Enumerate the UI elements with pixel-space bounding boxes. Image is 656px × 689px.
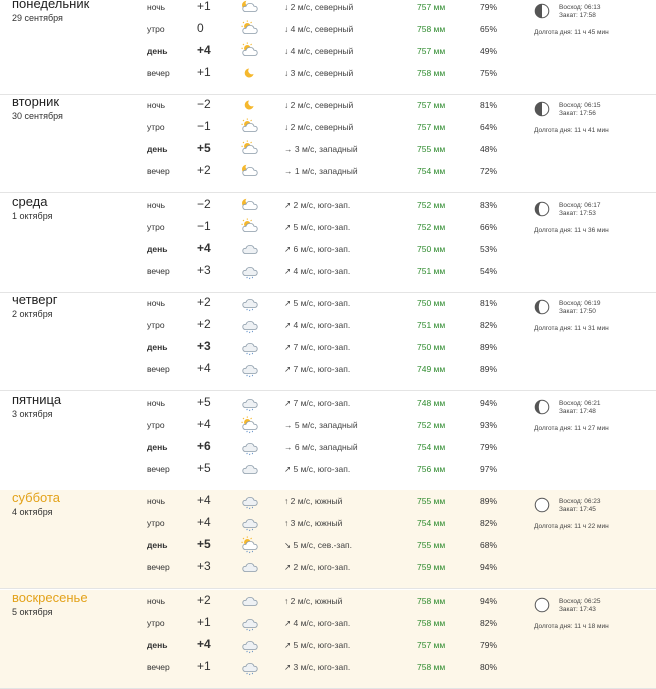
temperature: −2 [197, 197, 211, 211]
day-block [0, 392, 656, 491]
humidity-value: 94% [480, 562, 498, 572]
temperature: 0 [197, 21, 204, 35]
humidity-value: 66% [480, 222, 498, 232]
period-label: день [147, 442, 168, 452]
wind-info: ↗ 5 м/с, юго-зап. [284, 222, 351, 232]
humidity-value: 93% [480, 420, 498, 430]
temperature: +2 [197, 163, 211, 177]
forecast-row [0, 360, 656, 382]
partly-cloudy-day-icon [240, 118, 260, 136]
humidity-value: 82% [480, 618, 498, 628]
wind-info: ↓ 2 м/с, северный [284, 122, 354, 132]
sunset-time: Закат: 17:48 [559, 408, 596, 415]
pressure-value: 750 мм [417, 298, 446, 308]
day-block [0, 0, 656, 95]
cloudy-rain-icon [240, 658, 260, 676]
forecast-row [0, 42, 656, 64]
period-label: вечер [147, 68, 170, 78]
forecast-row [0, 294, 656, 316]
pressure-value: 752 мм [417, 420, 446, 430]
forecast-row [0, 438, 656, 460]
day-length: Долгота дня: 11 ч 22 мин [534, 523, 609, 530]
day-block [0, 194, 656, 293]
period-label: день [147, 46, 168, 56]
forecast-row [0, 636, 656, 658]
period-label: ночь [147, 2, 166, 12]
wind-info: ↗ 2 м/с, юго-зап. [284, 200, 351, 210]
period-label: вечер [147, 166, 170, 176]
partly-cloudy-night-icon [240, 196, 260, 214]
temperature: +1 [197, 65, 211, 79]
day-name: суббота [12, 490, 61, 505]
period-label: утро [147, 618, 165, 628]
day-name: среда [12, 194, 48, 209]
pressure-value: 750 мм [417, 244, 446, 254]
forecast-row [0, 196, 656, 218]
temperature: −2 [197, 97, 211, 111]
temperature: +2 [197, 295, 211, 309]
humidity-value: 48% [480, 144, 498, 154]
sunrise-time: Восход: 06:13 [559, 4, 601, 11]
forecast-row [0, 558, 656, 580]
sunset-time: Закат: 17:53 [559, 210, 596, 217]
partly-cloudy-night-icon [240, 162, 260, 180]
humidity-value: 53% [480, 244, 498, 254]
humidity-value: 75% [480, 68, 498, 78]
humidity-value: 89% [480, 496, 498, 506]
pressure-value: 756 мм [417, 464, 446, 474]
temperature: +6 [197, 439, 211, 453]
temperature: +5 [197, 537, 211, 551]
cloudy-rain-icon [240, 316, 260, 334]
humidity-value: 80% [480, 662, 498, 672]
temperature: +5 [197, 461, 211, 475]
wind-info: ↗ 6 м/с, юго-зап. [284, 244, 351, 254]
wind-info: ↓ 4 м/с, северный [284, 24, 354, 34]
wind-info: ↓ 2 м/с, северный [284, 100, 354, 110]
temperature: +1 [197, 615, 211, 629]
period-label: ночь [147, 200, 166, 210]
period-label: вечер [147, 464, 170, 474]
humidity-value: 82% [480, 320, 498, 330]
pressure-value: 755 мм [417, 496, 446, 506]
day-length: Долгота дня: 11 ч 41 мин [534, 127, 609, 134]
forecast-row [0, 64, 656, 86]
sunrise-time: Восход: 06:17 [559, 202, 601, 209]
wind-info: ↓ 3 м/с, северный [284, 68, 354, 78]
wind-info: ↓ 4 м/с, северный [284, 46, 354, 56]
pressure-value: 749 мм [417, 364, 446, 374]
partly-cloudy-day-icon [240, 42, 260, 60]
day-date: 29 сентября [12, 13, 63, 23]
forecast-row [0, 96, 656, 118]
wind-info: → 3 м/с, западный [284, 144, 358, 154]
pressure-value: 751 мм [417, 320, 446, 330]
period-label: утро [147, 320, 165, 330]
humidity-value: 83% [480, 200, 498, 210]
forecast-row [0, 492, 656, 514]
temperature: +4 [197, 493, 211, 507]
forecast-row [0, 140, 656, 162]
temperature: +4 [197, 515, 211, 529]
period-label: день [147, 342, 168, 352]
sunset-time: Закат: 17:43 [559, 606, 596, 613]
day-date: 5 октября [12, 607, 53, 617]
day-date: 1 октября [12, 211, 53, 221]
temperature: +4 [197, 241, 211, 255]
cloudy-rain-icon [240, 294, 260, 312]
period-label: ночь [147, 596, 166, 606]
temperature: +5 [197, 141, 211, 155]
cloudy-rain-icon [240, 614, 260, 632]
temperature: +4 [197, 361, 211, 375]
clear-night-icon [240, 96, 260, 114]
cloudy-rain-icon [240, 360, 260, 378]
day-name: вторник [12, 94, 60, 109]
day-block [0, 292, 656, 391]
pressure-value: 758 мм [417, 596, 446, 606]
forecast-row [0, 338, 656, 360]
pressure-value: 757 мм [417, 100, 446, 110]
pressure-value: 757 мм [417, 46, 446, 56]
moon-phase-icon [534, 201, 550, 217]
cloudy-rain-icon [240, 394, 260, 412]
humidity-value: 72% [480, 166, 498, 176]
period-label: день [147, 244, 168, 254]
wind-info: → 6 м/с, западный [284, 442, 358, 452]
period-label: день [147, 144, 168, 154]
partly-cloudy-day-icon [240, 218, 260, 236]
period-label: ночь [147, 298, 166, 308]
sunset-time: Закат: 17:56 [559, 110, 596, 117]
wind-info: → 5 м/с, западный [284, 420, 358, 430]
temperature: +4 [197, 417, 211, 431]
temperature: +1 [197, 0, 211, 13]
pressure-value: 755 мм [417, 540, 446, 550]
period-label: день [147, 640, 168, 650]
period-label: утро [147, 122, 165, 132]
wind-info: ↗ 7 м/с, юго-зап. [284, 342, 351, 352]
period-label: утро [147, 222, 165, 232]
humidity-value: 79% [480, 442, 498, 452]
day-length: Долгота дня: 11 ч 31 мин [534, 325, 609, 332]
period-label: вечер [147, 364, 170, 374]
day-length: Долгота дня: 11 ч 27 мин [534, 425, 609, 432]
pressure-value: 748 мм [417, 398, 446, 408]
pressure-value: 754 мм [417, 166, 446, 176]
day-block [0, 490, 656, 589]
period-label: вечер [147, 562, 170, 572]
pressure-value: 752 мм [417, 222, 446, 232]
day-date: 4 октября [12, 507, 53, 517]
forecast-row [0, 592, 656, 614]
humidity-value: 94% [480, 398, 498, 408]
pressure-value: 758 мм [417, 68, 446, 78]
pressure-value: 757 мм [417, 2, 446, 12]
pressure-value: 754 мм [417, 442, 446, 452]
cloudy-rain-icon [240, 438, 260, 456]
pressure-value: 750 мм [417, 342, 446, 352]
partly-cloudy-day-icon [240, 140, 260, 158]
wind-info: ↗ 5 м/с, юго-зап. [284, 640, 351, 650]
moon-phase-icon [534, 299, 550, 315]
day-length: Долгота дня: 11 ч 45 мин [534, 29, 609, 36]
wind-info: ↗ 3 м/с, юго-зап. [284, 662, 351, 672]
wind-info: → 1 м/с, западный [284, 166, 358, 176]
wind-info: ↗ 5 м/с, юго-зап. [284, 464, 351, 474]
cloudy-rain-icon [240, 514, 260, 532]
day-name: понедельник [12, 0, 90, 11]
moon-phase-icon [534, 101, 550, 117]
forecast-row [0, 536, 656, 558]
sunrise-time: Восход: 06:19 [559, 300, 601, 307]
wind-info: ↗ 7 м/с, юго-зап. [284, 398, 351, 408]
period-label: вечер [147, 662, 170, 672]
wind-info: ↗ 4 м/с, юго-зап. [284, 320, 351, 330]
temperature: +4 [197, 637, 211, 651]
moon-phase-icon [534, 3, 550, 19]
partly-cloudy-day-icon [240, 20, 260, 38]
period-label: ночь [147, 496, 166, 506]
partly-cloudy-rain-icon [240, 416, 260, 434]
partly-cloudy-rain-icon [240, 536, 260, 554]
humidity-value: 68% [480, 540, 498, 550]
humidity-value: 64% [480, 122, 498, 132]
humidity-value: 89% [480, 342, 498, 352]
sunrise-time: Восход: 06:15 [559, 102, 601, 109]
pressure-value: 758 мм [417, 662, 446, 672]
temperature: −1 [197, 219, 211, 233]
forecast-row [0, 394, 656, 416]
forecast-row [0, 162, 656, 184]
period-label: утро [147, 420, 165, 430]
temperature: +1 [197, 659, 211, 673]
humidity-value: 89% [480, 364, 498, 374]
day-name: пятница [12, 392, 62, 407]
period-label: ночь [147, 398, 166, 408]
day-length: Долгота дня: 11 ч 36 мин [534, 227, 609, 234]
pressure-value: 757 мм [417, 640, 446, 650]
cloudy-rain-icon [240, 492, 260, 510]
humidity-value: 94% [480, 596, 498, 606]
wind-info: ↗ 7 м/с, юго-зап. [284, 364, 351, 374]
humidity-value: 97% [480, 464, 498, 474]
temperature: +3 [197, 559, 211, 573]
pressure-value: 754 мм [417, 518, 446, 528]
humidity-value: 81% [480, 100, 498, 110]
forecast-row [0, 240, 656, 262]
humidity-value: 49% [480, 46, 498, 56]
wind-info: ↗ 4 м/с, юго-зап. [284, 618, 351, 628]
humidity-value: 54% [480, 266, 498, 276]
wind-info: ↗ 2 м/с, юго-зап. [284, 562, 351, 572]
pressure-value: 752 мм [417, 200, 446, 210]
humidity-value: 65% [480, 24, 498, 34]
sunset-time: Закат: 17:58 [559, 12, 596, 19]
day-date: 3 октября [12, 409, 53, 419]
temperature: +3 [197, 263, 211, 277]
forecast-row [0, 262, 656, 284]
period-label: ночь [147, 100, 166, 110]
cloudy-icon [240, 240, 260, 258]
cloudy-rain-icon [240, 338, 260, 356]
moon-phase-icon [534, 399, 550, 415]
cloudy-rain-icon [240, 636, 260, 654]
period-label: утро [147, 24, 165, 34]
sunset-time: Закат: 17:50 [559, 308, 596, 315]
temperature: −1 [197, 119, 211, 133]
wind-info: ↗ 5 м/с, юго-зап. [284, 298, 351, 308]
humidity-value: 82% [480, 518, 498, 528]
wind-info: ↗ 4 м/с, юго-зап. [284, 266, 351, 276]
partly-cloudy-night-icon [240, 0, 260, 16]
wind-info: ↑ 2 м/с, южный [284, 496, 343, 506]
day-date: 30 сентября [12, 111, 63, 121]
wind-info: ↑ 3 м/с, южный [284, 518, 343, 528]
moon-phase-icon [534, 597, 550, 613]
day-date: 2 октября [12, 309, 53, 319]
temperature: +3 [197, 339, 211, 353]
pressure-value: 755 мм [417, 144, 446, 154]
temperature: +2 [197, 317, 211, 331]
humidity-value: 81% [480, 298, 498, 308]
clear-night-icon [240, 64, 260, 82]
pressure-value: 757 мм [417, 122, 446, 132]
pressure-value: 758 мм [417, 24, 446, 34]
sunset-time: Закат: 17:45 [559, 506, 596, 513]
moon-phase-icon [534, 497, 550, 513]
pressure-value: 751 мм [417, 266, 446, 276]
cloudy-rain-icon [240, 262, 260, 280]
wind-info: ↓ 2 м/с, северный [284, 2, 354, 12]
pressure-value: 758 мм [417, 618, 446, 628]
pressure-value: 759 мм [417, 562, 446, 572]
cloudy-icon [240, 460, 260, 478]
wind-info: ↘ 5 м/с, сев.-зап. [284, 540, 353, 550]
wind-info: ↑ 2 м/с, южный [284, 596, 343, 606]
cloudy-icon [240, 592, 260, 610]
humidity-value: 79% [480, 640, 498, 650]
forecast-row [0, 460, 656, 482]
day-block [0, 94, 656, 193]
cloudy-icon [240, 558, 260, 576]
humidity-value: 79% [480, 2, 498, 12]
period-label: вечер [147, 266, 170, 276]
day-length: Долгота дня: 11 ч 18 мин [534, 623, 609, 630]
sunrise-time: Восход: 06:21 [559, 400, 601, 407]
temperature: +5 [197, 395, 211, 409]
temperature: +2 [197, 593, 211, 607]
day-name: четверг [12, 292, 58, 307]
temperature: +4 [197, 43, 211, 57]
day-block [0, 590, 656, 689]
period-label: день [147, 540, 168, 550]
sunrise-time: Восход: 06:23 [559, 498, 601, 505]
day-name: воскресенье [12, 590, 88, 605]
sunrise-time: Восход: 06:25 [559, 598, 601, 605]
forecast-row [0, 0, 656, 20]
period-label: утро [147, 518, 165, 528]
